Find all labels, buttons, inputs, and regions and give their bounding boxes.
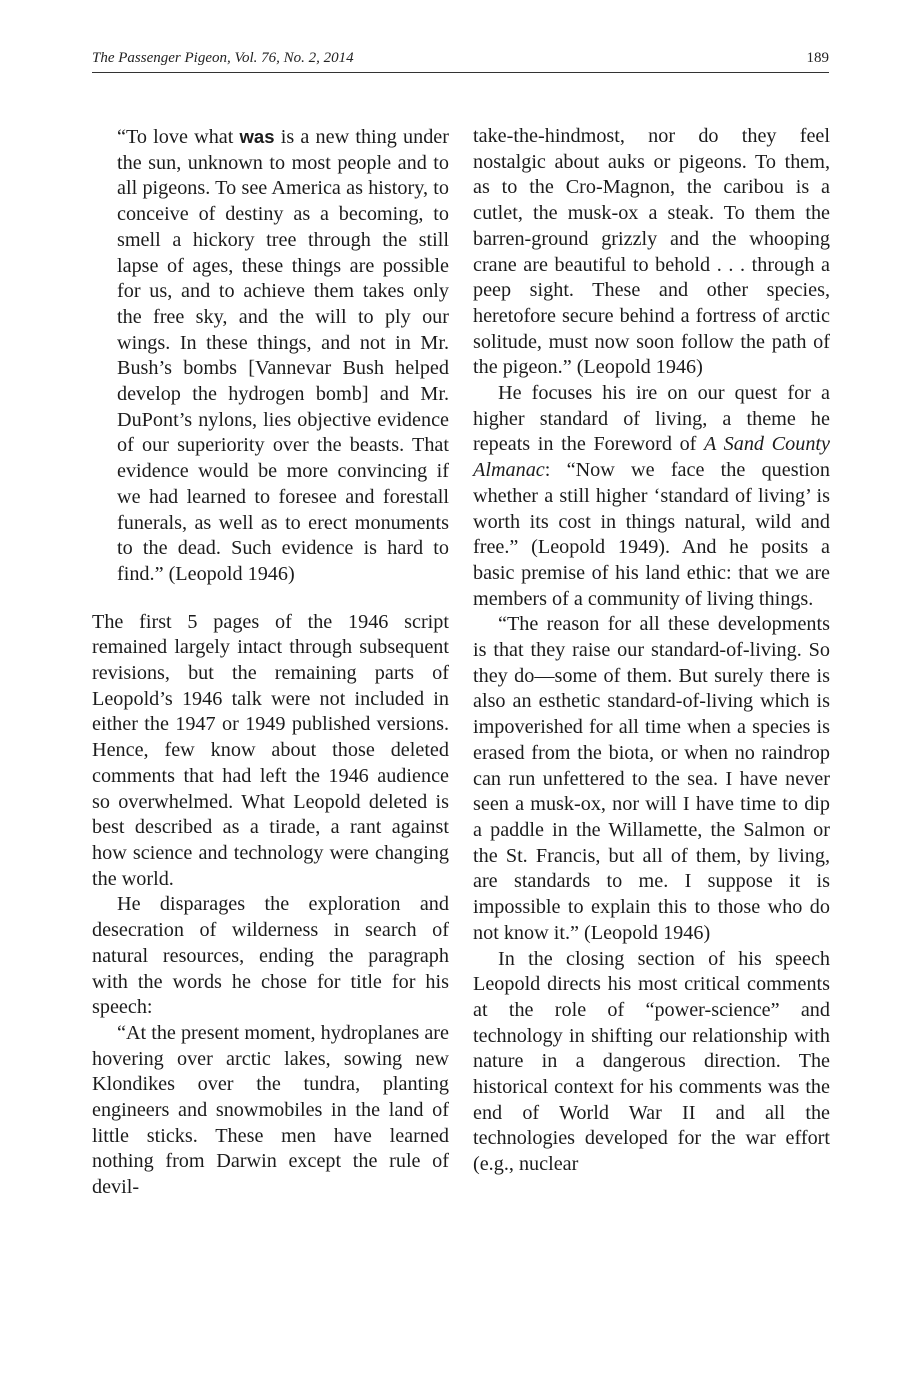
- paragraph-hydroplanes-quote: “At the present moment, hydroplanes are hovering over arctic lakes, sowing new Klondikes over the tundra, planting engineers and snowmobiles in the land of little sticks. These men have learned nothing from Darwin except the rule of devil-: [92, 1021, 449, 1199]
- quote-text-start: “To love what: [117, 126, 240, 148]
- paragraph-script-revisions: The first 5 pages of the 1946 script remained largely intact through subsequent revisions, but the remaining parts of Leopold’s 1946 talk were not included in either the 1947 or 1949 published versions. Hence, few know about those deleted comments that had left the 1946 audience so overwhelmed. What Leopold deleted is best described as a tirade, a rant against how science and technology were changing the world.: [92, 610, 449, 890]
- journal-citation: The Passenger Pigeon, Vol. 76, No. 2, 2014: [92, 50, 354, 66]
- quote-bold-word: was: [239, 126, 275, 147]
- book-title: A Sand County Almanac: [473, 433, 830, 482]
- foreword-text-start: He focuses his ire on our quest for a higher standard of living, a theme he repeats in the Foreword of: [473, 382, 830, 456]
- block-quote-wilderness: [92, 124, 449, 588]
- page-number: 189: [806, 50, 829, 66]
- paragraph-disparages: He disparages the exploration and desecration of wilderness in search of natural resources, ending the paragraph with the words he chose for title for his speech:: [92, 893, 449, 1019]
- running-header: [92, 48, 829, 73]
- foreword-text-end: : “Now we face the question whether a still higher ‘standard of living’ is worth its cost in things natural, wild and free.” (Leopold 1949). And he posits a basic premise of his land ethic: that we are members of a community of living things.: [473, 459, 830, 610]
- right-column: [473, 124, 830, 1178]
- paragraph-reason-quote: “The reason for all these developments is that they raise our standard-of-living. So they do—some of them. But surely there is also an esthetic standard-of-living which is impoverished for all time when a species is erased from the biota, or when no raindrop can run unfettered to the sea. I have never seen a musk-ox, nor will I have time to dip a paddle in the Willamette, the Salmon or the St. Francis, but all of them, by living, are standards to me. I suppose it is impossible to explain this to those who do not know it.” (Leopold 1946): [473, 613, 830, 944]
- paragraph-take-the-hindmost: take-the-hindmost, nor do they feel nostalgic about auks or pigeons. To them, as to the Cro-Magnon, the caribou is a cutlet, the musk-ox a steak. To them the barren-ground grizzly and the whooping crane are beautiful to behold . . . through a peep sight. These and other species, heretofore secure behind a fortress of arctic solitude, must now soon follow the path of the pigeon.” (Leopold 1946): [473, 125, 830, 379]
- quote-text-end: is a new thing under the sun, unknown to most people and to all pigeons. To see America as history, to conceive of destiny as a becoming, to smell a hickory tree through the still lapse of ages, these things are possible for us, and to achieve them takes only the free sky, and the will to ply our wings. In these things, and not in Mr. Bush’s bombs [Vannevar Bush helped develop the hydrogen bomb] and Mr. DuPont’s nylons, lies objective evidence of our superiority over the beasts. That evidence would be more convincing if we had learned to foresee and forestall funerals, as well as to erect monuments to the dead. Such evidence is hard to find.” (Leopold 1946): [117, 126, 449, 585]
- left-column: [92, 124, 449, 1201]
- paragraph-standard-of-living: [473, 381, 830, 612]
- paragraph-closing-section: In the closing section of his speech Leopold directs his most critical comments at the role of “power-science” and technology in shifting our relationship with nature in a dangerous direction. The historical context for his comments was the end of World War II and all the technologies developed for the war effort (e.g., nuclear: [473, 947, 830, 1176]
